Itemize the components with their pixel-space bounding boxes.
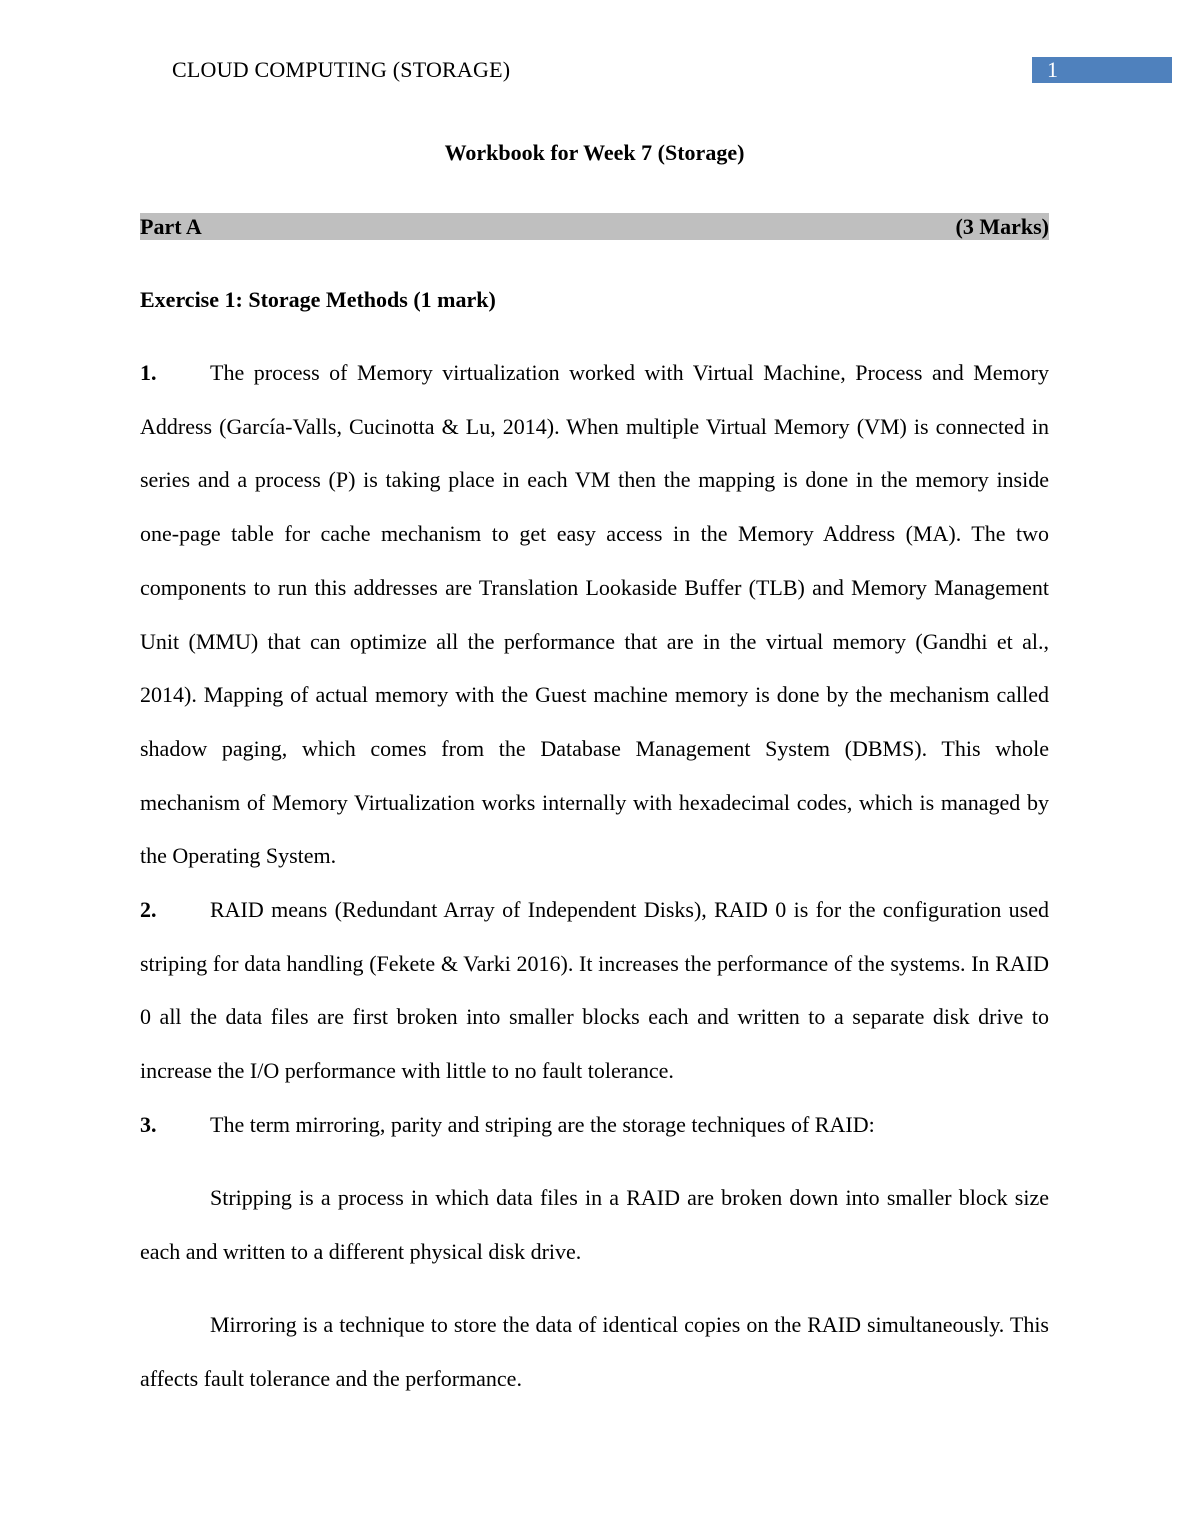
answer-1-text: The process of Memory virtualization worked with Virtual Machine, Process and Memory Address (García-Valls, Cucinotta & Lu, 2014). When multiple Virtual Memory (VM) is connected in series and a process (P) is taking place in each VM then the mapping is done in the memory inside one-page table for cache mechanism to get easy access in the Memory Address (MA). The two components to run this addresses are Translation Lookaside Buffer (TLB) and Memory Management Unit (MMU) that can optimize all the performance that are in the virtual memory (Gandhi et al., 2014). Mapping of actual memory with the Guest machine memory is done by the mechanism called shadow paging, which comes from the Database Management System (DBMS). This whole mechanism of Memory Virtualization works internally with hexadecimal codes, which is managed by the Operating System. (140, 360, 1049, 869)
running-header-title: CLOUD COMPUTING (STORAGE) (172, 57, 511, 82)
answer-3-text: The term mirroring, parity and striping are the storage techniques of RAID: (210, 1112, 875, 1137)
paragraph-striping: Stripping is a process in which data files in a RAID are broken down into smaller block size each and written to a different physical disk drive. (140, 1185, 1049, 1264)
answer-2 (140, 883, 1049, 1098)
part-marks: (3 Marks) (955, 213, 1049, 239)
document-title: Workbook for Week 7 (Storage) (444, 140, 745, 165)
answer-3-number: 3. (140, 1112, 157, 1137)
page-number: 1 (1032, 57, 1172, 83)
paragraph-mirroring: Mirroring is a technique to store the data of identical copies on the RAID simultaneously. This affects fault tolerance and the performance. (140, 1312, 1049, 1391)
answer-1-number: 1. (140, 360, 157, 385)
exercise-heading: Exercise 1: Storage Methods (1 mark) (140, 287, 496, 312)
answer-2-text: RAID means (Redundant Array of Independent Disks), RAID 0 is for the configuration used striping for data handling (Fekete & Varki 2016). It increases the performance of the systems. In RAID 0 all the data files are first broken into smaller blocks each and written to a separate disk drive to increase the I/O performance with little to no fault tolerance. (140, 897, 1049, 1084)
answer-2-number: 2. (140, 897, 157, 922)
part-label: Part A (140, 213, 202, 239)
part-a-bar (140, 213, 1049, 240)
answer-1 (140, 346, 1049, 883)
answer-3 (140, 1098, 1049, 1152)
